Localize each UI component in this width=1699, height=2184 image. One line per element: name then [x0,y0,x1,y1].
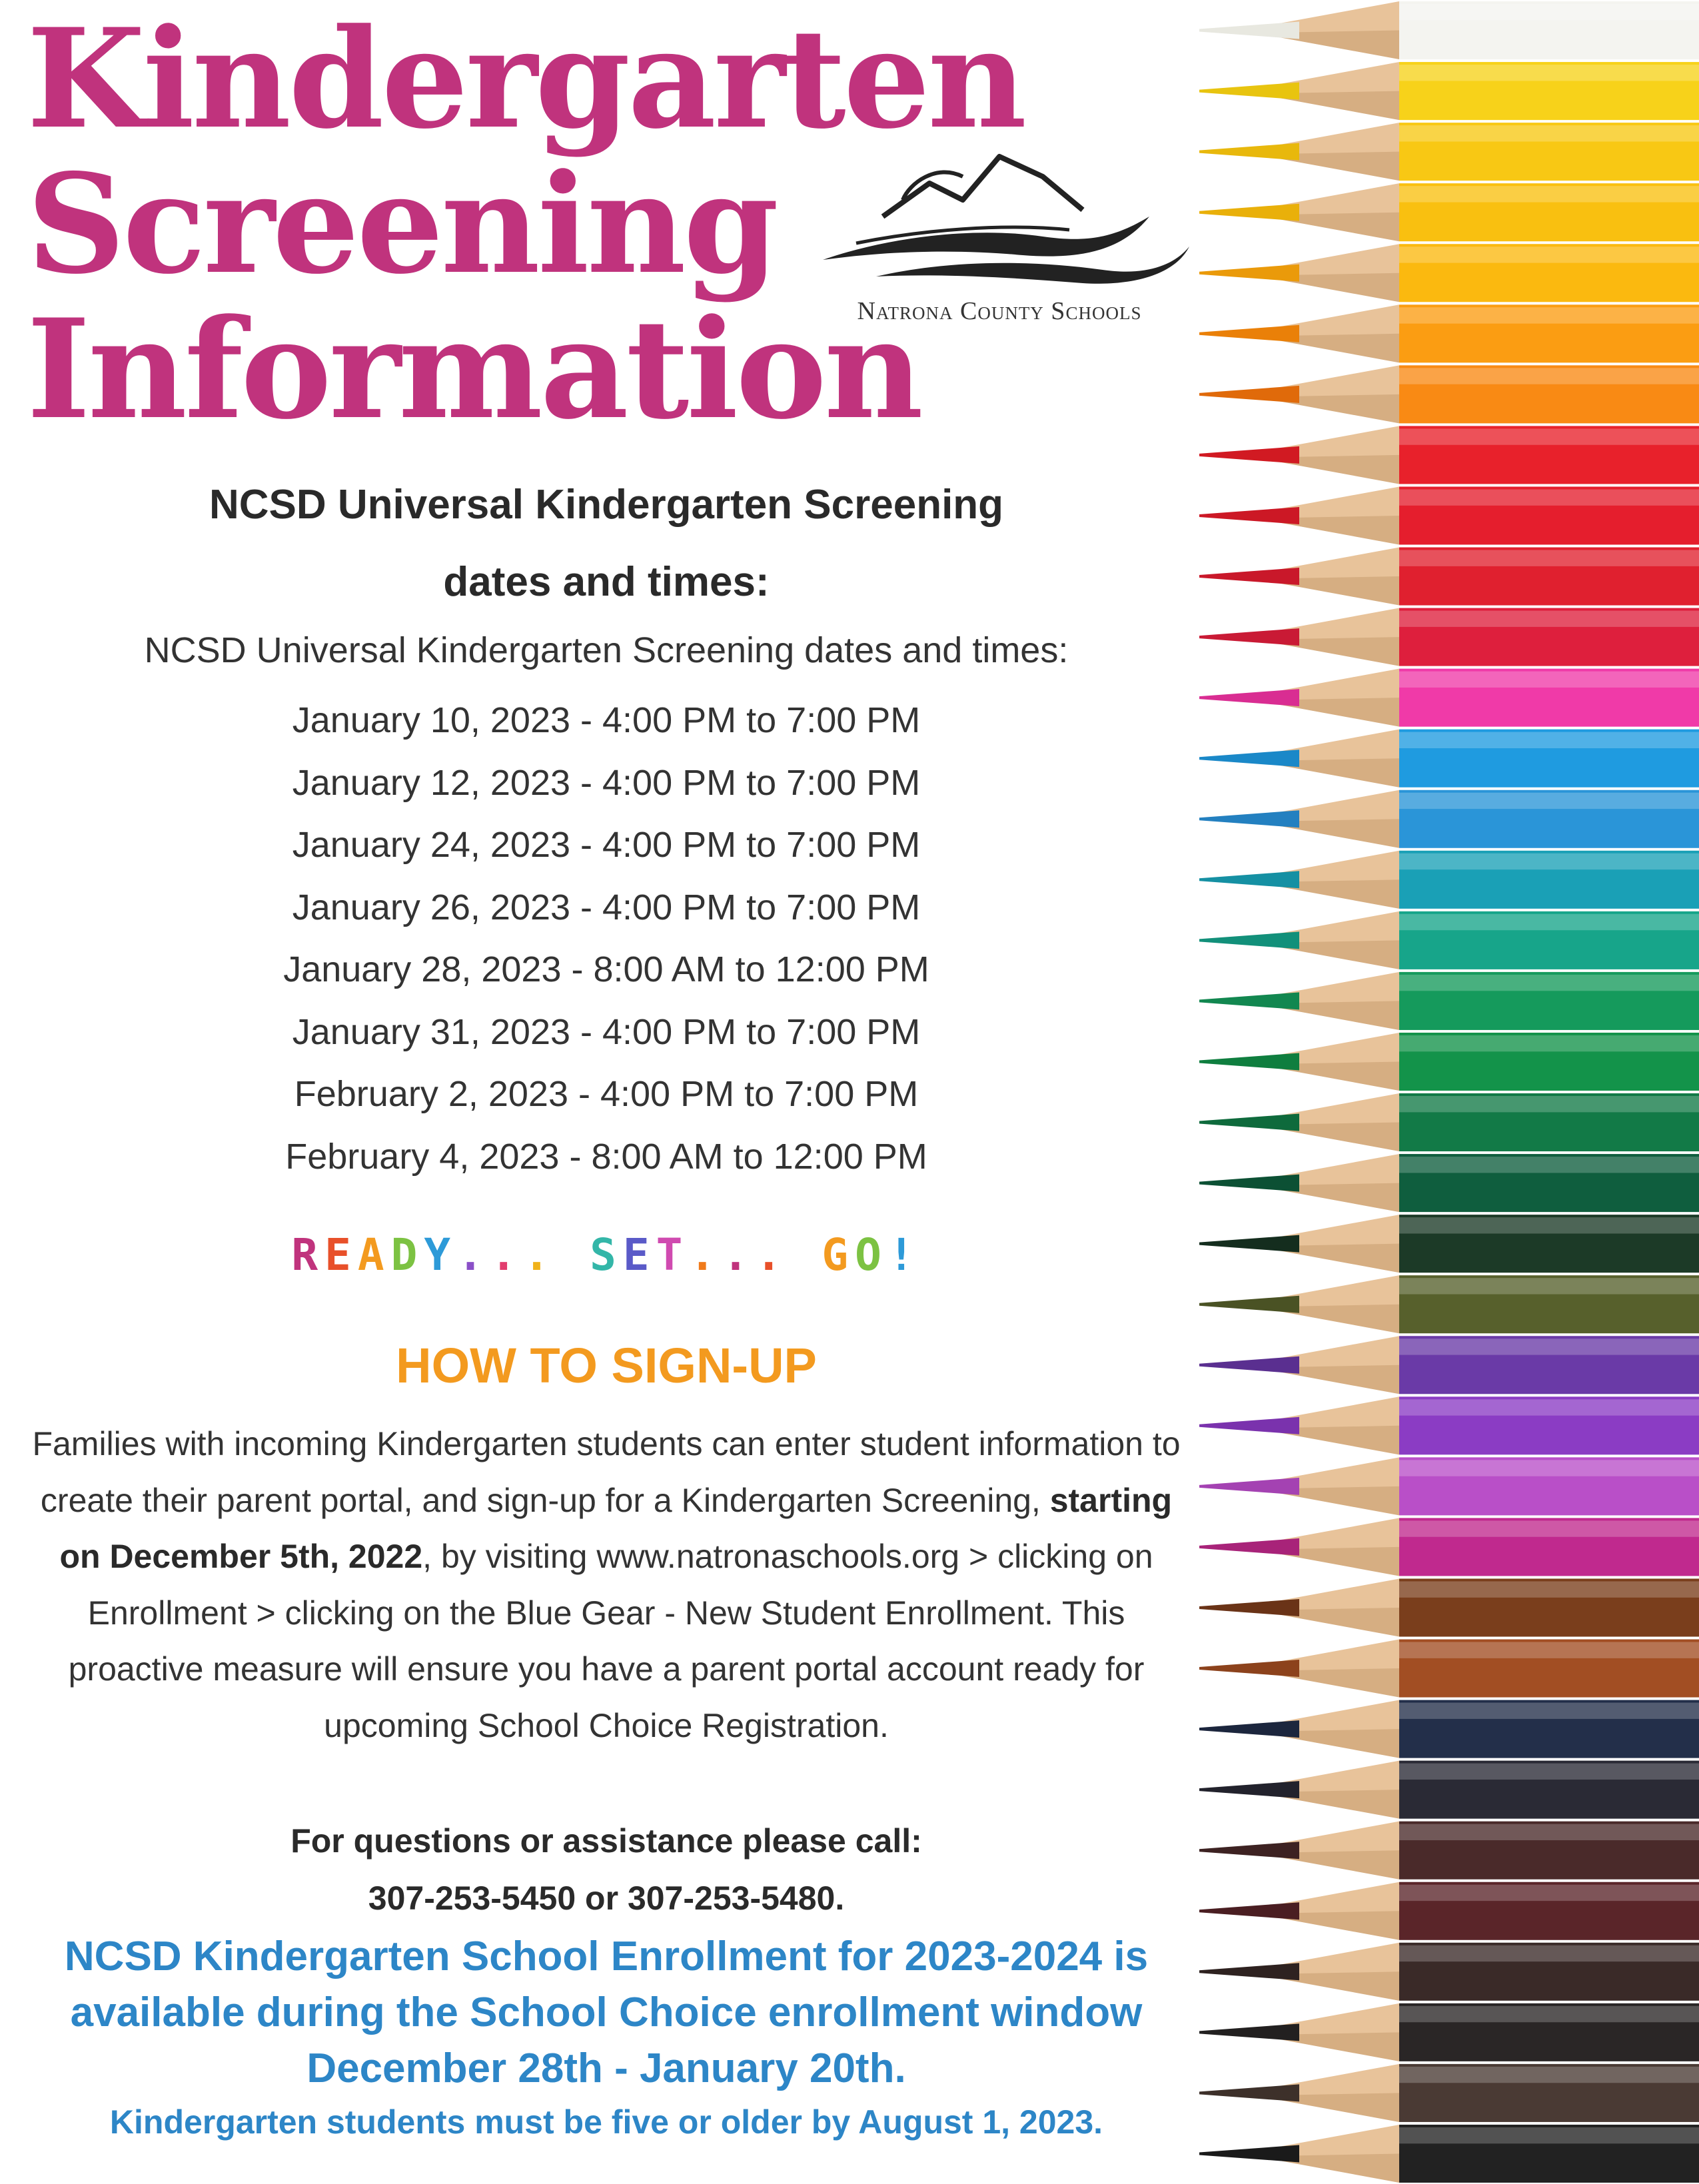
contact-phones: 307-253-5450 or 307-253-5480. [368,1880,845,1917]
enrollment-line-2: available during the School Choice enrollment window [70,1989,1143,2035]
pencil [1199,1336,1699,1394]
pencil [1199,2003,1699,2061]
pencil [1199,851,1699,909]
pencil [1199,1033,1699,1091]
signup-text-after: , by visiting www.natronaschools.org > clicking on Enrollment > clicking on the Blue Gear - New Student Enrollment. This proactive measure will ensure you have a parent portal account ready for upcoming School Choice Registration. [68,1538,1153,1744]
pencil [1199,1578,1699,1636]
date-item: January 24, 2023 - 4:00 PM to 7:00 PM [292,825,921,865]
pencil [1199,1518,1699,1576]
pencil [1199,426,1699,484]
title-line-2: Screening [27,145,777,304]
pencil [1199,2125,1699,2183]
title-line-3: Information [27,290,921,450]
pencil [1199,1215,1699,1273]
set-text: SET... [590,1229,789,1281]
pencil [1199,608,1699,666]
pencil [1199,123,1699,181]
go-text: GO! [822,1229,921,1281]
date-item: February 2, 2023 - 4:00 PM to 7:00 PM [294,1074,919,1114]
screening-dates-list [27,690,1186,1188]
pencil [1199,669,1699,727]
pencil [1199,2064,1699,2122]
schedule-heading-line-2: dates and times: [443,559,770,605]
schedule-intro: NCSD Universal Kindergarten Screening dates and times: [144,630,1069,670]
logo-text: Natrona County Schools [857,297,1142,325]
signup-paragraph [27,1416,1186,1754]
age-requirement: Kindergarten students must be five or older by August 1, 2023. [109,2103,1103,2141]
pencil [1199,62,1699,120]
schedule-heading-line-1: NCSD Universal Kindergarten Screening [209,482,1004,528]
colored-pencils-image [1199,0,1699,2184]
pencil [1199,972,1699,1030]
date-item: January 26, 2023 - 4:00 PM to 7:00 PM [292,887,921,927]
pencil [1199,183,1699,241]
enrollment-notice [27,1929,1186,2097]
pencil [1199,486,1699,544]
pencil [1199,730,1699,788]
pencil [1199,1822,1699,1880]
pencil [1199,1640,1699,1698]
schedule-heading [27,466,1186,621]
pencil [1199,1700,1699,1758]
pencil [1199,1154,1699,1212]
date-item: February 4, 2023 - 8:00 AM to 12:00 PM [285,1136,927,1177]
pencil [1199,911,1699,969]
ready-set-go-graphic [27,1229,1186,1281]
pencil [1199,1761,1699,1819]
ready-text: READY... [291,1229,557,1281]
date-item: January 31, 2023 - 4:00 PM to 7:00 PM [292,1011,921,1052]
contact-prompt: For questions or assistance please call: [290,1822,922,1860]
signup-heading: HOW TO SIGN-UP [396,1338,817,1393]
pencil [1199,365,1699,423]
pencil [1199,1396,1699,1454]
enrollment-line-1: NCSD Kindergarten School Enrollment for 2023-2024 is [64,1933,1149,1979]
pencil [1199,1,1699,59]
pencil [1199,304,1699,362]
pencil [1199,790,1699,848]
date-item: January 12, 2023 - 4:00 PM to 7:00 PM [292,762,921,803]
natrona-county-schools-logo [803,137,1196,356]
pencil [1199,1457,1699,1515]
pencil [1199,1275,1699,1333]
date-item: January 28, 2023 - 8:00 AM to 12:00 PM [283,949,929,989]
pencil [1199,1093,1699,1151]
pencil [1199,244,1699,302]
pencil [1199,548,1699,606]
pencil [1199,1943,1699,2001]
mountain-logo-icon [803,137,1196,296]
signup-text-before: Families with incoming Kindergarten students can enter student information to create their parent portal, and sign-up for a Kindergarten Screening, [32,1425,1181,1519]
signup-start-date: starting on December 5th, 2022 [59,1481,1173,1575]
pencil [1199,1882,1699,1940]
title-line-1: Kindergarten [27,0,1025,159]
enrollment-line-3: December 28th - January 20th. [306,2045,906,2091]
colored-pencils-illustration [1199,0,1699,2184]
date-item: January 10, 2023 - 4:00 PM to 7:00 PM [292,700,921,740]
contact-info [27,1812,1186,1927]
